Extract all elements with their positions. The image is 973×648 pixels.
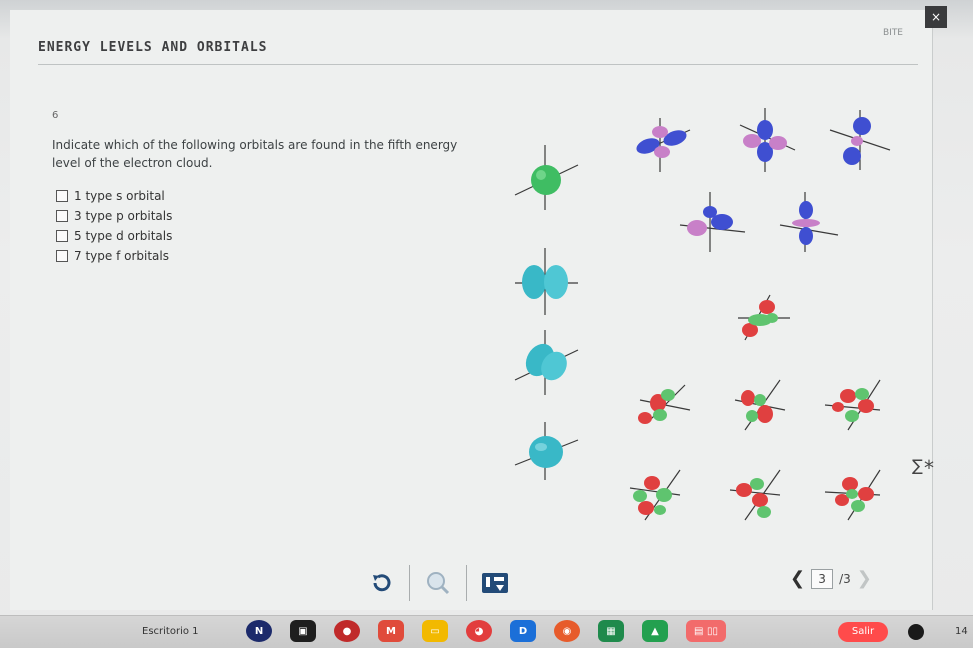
taskbar (0, 615, 973, 648)
calculator-icon[interactable] (479, 567, 511, 599)
s-orbital-highlight (536, 170, 546, 180)
p-orbital-y-icon (520, 339, 572, 385)
choice-label: 7 type f orbitals (74, 249, 169, 263)
f-orbital-6-icon (736, 478, 771, 518)
site-badge: BITE (882, 28, 903, 38)
f-orbital-7-icon (835, 477, 874, 512)
classroom-icon[interactable]: ▲ (642, 620, 668, 642)
side-tools (910, 450, 973, 490)
page-total: /3 (839, 571, 851, 586)
question-prompt: Indicate which of the following orbitals are found in the fifth energy level of the electron cloud. (52, 138, 458, 170)
toolbar-divider (466, 565, 467, 601)
f-orbital-4-icon (832, 388, 874, 422)
toolbar-divider (409, 565, 410, 601)
choice-label: 5 type d orbitals (74, 229, 173, 243)
exit-button[interactable]: Salir (838, 622, 888, 642)
close-button[interactable]: × (925, 6, 947, 28)
media-icon[interactable]: ◕ (466, 620, 492, 642)
pagination (790, 568, 872, 589)
account-icon[interactable] (908, 624, 924, 640)
prev-page-icon[interactable]: ❮ (790, 568, 806, 589)
desktop-label[interactable]: Escritorio 1 (142, 626, 199, 637)
axes-group (515, 108, 890, 520)
magnifier-icon[interactable] (422, 567, 454, 599)
f-orbital-5-icon (633, 476, 672, 515)
notes-icon[interactable]: ▭ (422, 620, 448, 642)
f-orbital-3-icon (741, 390, 773, 423)
files-icon[interactable]: ▣ (290, 620, 316, 642)
sheets-icon[interactable]: ▦ (598, 620, 624, 642)
taskbar-apps (246, 620, 726, 642)
undo-icon[interactable] (365, 567, 397, 599)
page-title: ENERGY LEVELS AND ORBITALS (38, 40, 268, 55)
sigma-star-icon[interactable]: * (924, 456, 934, 480)
choice-label: 1 type s orbital (74, 189, 165, 203)
p-orbital-z-icon (529, 436, 563, 468)
d-orbital-3-icon (843, 117, 871, 165)
s-orbital-icon (531, 165, 561, 195)
clock: 14 (955, 626, 968, 637)
question-toolbar (365, 565, 511, 601)
chrome-icon[interactable]: ◉ (554, 620, 580, 642)
sigma-icon[interactable]: ∑ (912, 456, 923, 475)
mail-icon[interactable]: M (378, 620, 404, 642)
app-launcher-icon[interactable]: N (246, 620, 272, 642)
current-page[interactable]: 3 (811, 569, 833, 589)
next-page-icon[interactable]: ❯ (856, 568, 872, 589)
status-tray-icon[interactable]: ▤ ▯▯ (686, 620, 726, 642)
browser-icon[interactable]: ● (334, 620, 360, 642)
docs-icon[interactable]: D (510, 620, 536, 642)
question-number: 6 (52, 110, 59, 121)
d-orbital-5-icon (792, 201, 820, 245)
choice-label: 3 type p orbitals (74, 209, 173, 223)
